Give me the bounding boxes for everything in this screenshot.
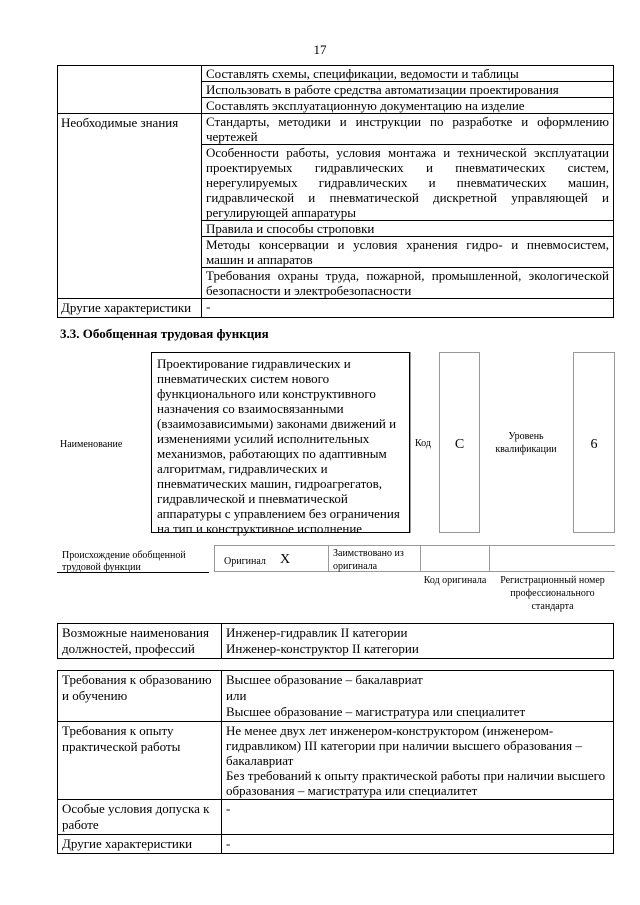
skills-knowledge-table (57, 65, 614, 318)
row-label-other: Другие характеристики (58, 299, 202, 318)
divider (57, 572, 209, 573)
reg-number-label: Регистрационный номер профессионального стандарта (500, 575, 605, 612)
origin-label: Происхождение обобщенной трудовой функции (62, 550, 186, 573)
function-name-box: Проектирование гидравлических и пневматических систем нового функционального или конструктивного назначения со взаимосвязанными (взаимозависимыми) законами движений и изменениями усилий исполнительных механизмов, работающих по адаптивным алгоритмам, гидравлических и пневматических машин, гидроагрегатов, гидравлической и пневматической аппаратуры с управлением без ограничения на тип и конструктивное исполнение (151, 352, 410, 533)
page-number: 17 (313, 42, 327, 57)
divider (410, 352, 411, 533)
code-value: C (439, 352, 480, 533)
position-item: Инженер-конструктор II категории (226, 641, 419, 656)
table-cell: - (222, 800, 614, 835)
section-title: 3.3. Обобщенная трудовая функция (60, 326, 269, 341)
table-row (58, 835, 614, 854)
table-row (58, 671, 614, 722)
table-cell (222, 624, 614, 659)
code-label: Код (415, 438, 431, 449)
table-cell: Не менее двух лет инженером-конструктором (инженером-гидравликом) III категории при наличии высшего образования – бакалавриат Без требований к опыту практической работы при наличии высшего образования – магистратура или специалитет (222, 722, 614, 800)
table-cell: Высшее образование – бакалавриат или Высшее образование – магистратура или специалитет (222, 671, 614, 722)
table-cell: Методы консервации и условия хранения гидро- и пневмосистем, машин и аппаратов (202, 237, 614, 268)
table-cell: Стандарты, методики и инструкции по разработке и оформлению чертежей (202, 114, 614, 145)
divider (214, 545, 215, 572)
table-row (58, 299, 614, 318)
level-label: Уровень квалификации (495, 431, 557, 455)
row-label-experience: Требования к опыту практической работы (58, 722, 222, 800)
original-label: Оригинал (224, 556, 266, 567)
position-item: Инженер-гидравлик II категории (226, 625, 408, 640)
borrowed-label: Заимствовано из оригинала (333, 548, 404, 572)
divider (328, 545, 329, 572)
table-row (58, 114, 614, 145)
table-cell: Составлять эксплуатационную документацию на изделие (202, 98, 614, 114)
table-cell: Правила и способы строповки (202, 221, 614, 237)
level-value: 6 (573, 352, 615, 533)
name-label: Наименование (60, 439, 123, 450)
code-original-label: Код оригинала (423, 575, 487, 586)
table-cell: - (202, 299, 614, 318)
row-label-education: Требования к образованию и обучению (58, 671, 222, 722)
table-cell: Требования охраны труда, пожарной, промышленной, экологической безопасности и электробезопасности (202, 268, 614, 299)
positions-table (57, 623, 614, 659)
table-cell: Использовать в работе средства автоматизации проектирования (202, 82, 614, 98)
row-label-empty (58, 66, 202, 114)
row-label-admission: Особые условия допуска к работе (58, 800, 222, 835)
row-label-knowledge: Необходимые знания (58, 114, 202, 299)
row-label-positions: Возможные наименования должностей, профессий (58, 624, 222, 659)
table-row (58, 800, 614, 835)
table-cell: Особенности работы, условия монтажа и технической эксплуатации проектируемых гидравлических и пневматических систем, нерегулируемых гидравлических и пневматических машин, гидравлической и пневматической дискретной управляющей и регулирующей аппаратуры (202, 145, 614, 221)
table-cell: Составлять схемы, спецификации, ведомости и таблицы (202, 66, 614, 82)
divider (489, 545, 490, 572)
table-row (58, 722, 614, 800)
table-cell: - (222, 835, 614, 854)
table-row (58, 66, 614, 82)
table-row (58, 624, 614, 659)
original-mark: X (280, 552, 291, 567)
row-label-other: Другие характеристики (58, 835, 222, 854)
requirements-table (57, 670, 614, 854)
